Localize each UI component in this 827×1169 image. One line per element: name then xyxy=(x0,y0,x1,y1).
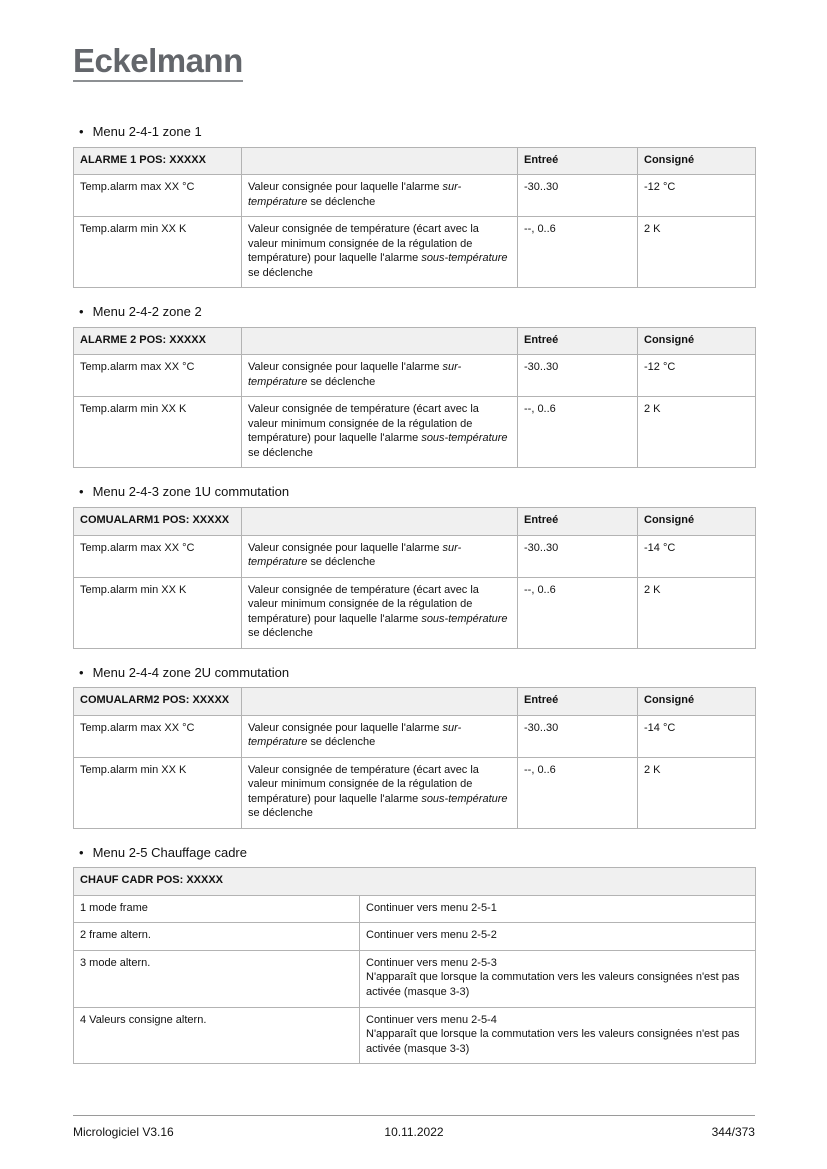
section-menu-2-4-4 xyxy=(73,665,755,829)
desc-header-cell xyxy=(242,508,518,536)
consigne-cell: 2 K xyxy=(638,757,756,828)
table-row xyxy=(74,950,756,1007)
entry-cell: --, 0..6 xyxy=(518,757,638,828)
entry-header-cell: Entreé xyxy=(518,688,638,716)
desc-cell: Valeur consignée pour laquelle l'alarme sur-température se déclenche xyxy=(242,355,518,397)
param-cell: Temp.alarm max XX °C xyxy=(74,715,242,757)
footer-page-number: 344/373 xyxy=(711,1125,755,1139)
section-heading xyxy=(79,304,755,320)
consigne-cell: -14 °C xyxy=(638,535,756,577)
section-heading-text: Menu 2-4-4 zone 2U commutation xyxy=(92,664,290,680)
param-cell: Temp.alarm min XX K xyxy=(74,397,242,468)
alarm-table-2 xyxy=(73,327,756,469)
table-row xyxy=(74,535,756,577)
table-row xyxy=(74,923,756,951)
table-row xyxy=(74,757,756,828)
table-header-row xyxy=(74,688,756,716)
bullet-icon: • xyxy=(79,304,84,320)
table-row xyxy=(74,217,756,288)
consigne-cell: 2 K xyxy=(638,397,756,468)
desc-header-cell xyxy=(242,327,518,355)
section-heading xyxy=(79,665,755,681)
footer-version: Micrologiciel V3.16 xyxy=(73,1125,174,1139)
entry-header-cell: Entreé xyxy=(518,327,638,355)
section-menu-2-5 xyxy=(73,845,755,1064)
section-menu-2-4-2 xyxy=(73,304,755,468)
table-row xyxy=(74,397,756,468)
param-cell: Temp.alarm min XX K xyxy=(74,757,242,828)
param-cell: Temp.alarm max XX °C xyxy=(74,535,242,577)
table-row xyxy=(74,355,756,397)
section-heading xyxy=(79,484,755,500)
table-title-cell: ALARME 2 POS: XXXXX xyxy=(74,327,242,355)
param-cell: 2 frame altern. xyxy=(74,923,360,951)
bullet-icon: • xyxy=(79,124,84,139)
table-row xyxy=(74,577,756,648)
desc-cell: Continuer vers menu 2-5-1 xyxy=(360,895,756,923)
table-header-row xyxy=(74,147,756,175)
table-header-row xyxy=(74,868,756,896)
table-row xyxy=(74,1007,756,1064)
section-heading-text: Menu 2-5 Chauffage cadre xyxy=(92,844,247,860)
consigne-cell: 2 K xyxy=(638,577,756,648)
table-title-cell: COMUALARM2 POS: XXXXX xyxy=(74,688,242,716)
section-menu-2-4-3 xyxy=(73,484,755,648)
table-header-row xyxy=(74,327,756,355)
param-cell: Temp.alarm min XX K xyxy=(74,577,242,648)
section-heading xyxy=(79,124,755,140)
consigne-cell: 2 K xyxy=(638,217,756,288)
footer-date: 10.11.2022 xyxy=(384,1125,444,1139)
section-menu-2-4-1 xyxy=(73,124,755,288)
table-row xyxy=(74,895,756,923)
param-cell: Temp.alarm min XX K xyxy=(74,217,242,288)
consigne-cell: -12 °C xyxy=(638,175,756,217)
alarm-table-1 xyxy=(73,147,756,289)
desc-cell: Valeur consignée de température (écart avec la valeur minimum consignée de la régulation de température) pour laquelle l'alarme sous-température se déclenche xyxy=(242,217,518,288)
param-cell: 4 Valeurs consigne altern. xyxy=(74,1007,360,1064)
desc-cell: Valeur consignée de température (écart avec la valeur minimum consignée de la régulation de température) pour laquelle l'alarme sous-température se déclenche xyxy=(242,397,518,468)
section-heading-text: Menu 2-4-2 zone 2 xyxy=(92,304,202,320)
page-footer xyxy=(73,1115,755,1139)
section-heading xyxy=(79,845,755,861)
table-title-cell: ALARME 1 POS: XXXXX xyxy=(74,147,242,175)
consigne-header-cell: Consigné xyxy=(638,327,756,355)
desc-cell: Valeur consignée pour laquelle l'alarme sur-température se déclenche xyxy=(242,715,518,757)
bullet-icon: • xyxy=(79,664,84,680)
chauffage-table xyxy=(73,867,756,1064)
bullet-icon: • xyxy=(79,484,84,500)
table-header-row xyxy=(74,508,756,536)
entry-header-cell: Entreé xyxy=(518,508,638,536)
param-cell: 1 mode frame xyxy=(74,895,360,923)
consigne-header-cell: Consigné xyxy=(638,147,756,175)
comualarm-table-2 xyxy=(73,687,756,829)
consigne-cell: -12 °C xyxy=(638,355,756,397)
entry-cell: --, 0..6 xyxy=(518,217,638,288)
param-cell: Temp.alarm max XX °C xyxy=(74,355,242,397)
entry-cell: -30..30 xyxy=(518,715,638,757)
table-title-cell: COMUALARM1 POS: XXXXX xyxy=(74,508,242,536)
desc-cell: Continuer vers menu 2-5-3 N'apparaît que lorsque la commutation vers les valeurs consignées n'est pas activée (masque 3-3) xyxy=(360,950,756,1007)
comualarm-table-1 xyxy=(73,507,756,649)
consigne-cell: -14 °C xyxy=(638,715,756,757)
consigne-header-cell: Consigné xyxy=(638,508,756,536)
desc-cell: Valeur consignée pour laquelle l'alarme sur-température se déclenche xyxy=(242,175,518,217)
bullet-icon: • xyxy=(79,844,84,860)
entry-cell: -30..30 xyxy=(518,175,638,217)
desc-cell: Continuer vers menu 2-5-2 xyxy=(360,923,756,951)
desc-cell: Continuer vers menu 2-5-4 N'apparaît que lorsque la commutation vers les valeurs consignées n'est pas activée (masque 3-3) xyxy=(360,1007,756,1064)
entry-cell: --, 0..6 xyxy=(518,397,638,468)
desc-cell: Valeur consignée de température (écart avec la valeur minimum consignée de la régulation de température) pour laquelle l'alarme sous-température se déclenche xyxy=(242,757,518,828)
entry-header-cell: Entreé xyxy=(518,147,638,175)
section-heading-text: Menu 2-4-1 zone 1 xyxy=(92,124,202,139)
section-heading-text: Menu 2-4-3 zone 1U commutation xyxy=(92,484,290,500)
entry-cell: --, 0..6 xyxy=(518,577,638,648)
desc-cell: Valeur consignée pour laquelle l'alarme sur-température se déclenche xyxy=(242,535,518,577)
entry-cell: -30..30 xyxy=(518,355,638,397)
param-cell: 3 mode altern. xyxy=(74,950,360,1007)
table-row xyxy=(74,715,756,757)
table-title-cell: CHAUF CADR POS: XXXXX xyxy=(74,868,756,896)
table-row xyxy=(74,175,756,217)
desc-cell: Valeur consignée de température (écart avec la valeur minimum consignée de la régulation de température) pour laquelle l'alarme sous-température se déclenche xyxy=(242,577,518,648)
eckelmann-logo: Eckelmann xyxy=(73,44,243,82)
desc-header-cell xyxy=(242,147,518,175)
consigne-header-cell: Consigné xyxy=(638,688,756,716)
entry-cell: -30..30 xyxy=(518,535,638,577)
desc-header-cell xyxy=(242,688,518,716)
param-cell: Temp.alarm max XX °C xyxy=(74,175,242,217)
